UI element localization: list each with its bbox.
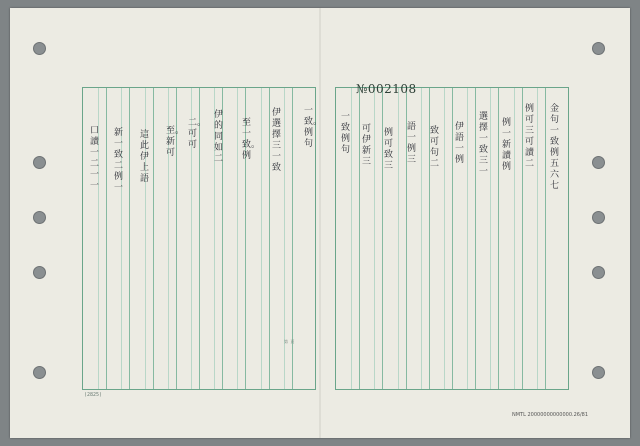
binder-hole-right-3 <box>592 211 605 224</box>
handwriting-right-col-2: 例 可 三 可 讀 二 <box>525 104 535 169</box>
grid-rule-inner <box>398 88 399 389</box>
handwriting-left-col-6: 至。新 可 <box>166 126 185 158</box>
serial-number: №002108 <box>356 82 417 96</box>
grid-rule <box>269 88 270 389</box>
archive-stamp: NMTL 20000000000000.26/81 <box>512 412 589 418</box>
grid-rule <box>545 88 546 389</box>
grid-rule <box>359 88 360 389</box>
handwriting-right-col-6: 致 可 句 二 <box>430 126 440 169</box>
grid-rule-inner <box>514 88 515 389</box>
grid-rule-inner <box>374 88 375 389</box>
margin-code: (2825) <box>84 392 103 398</box>
binder-hole-left-3 <box>33 211 46 224</box>
grid-rule <box>382 88 383 389</box>
binder-hole-left-4 <box>33 266 46 279</box>
binder-hole-right-1 <box>592 42 605 55</box>
handwriting-left-col-5: 二。可 可 <box>188 118 207 150</box>
grid-rule-inner <box>261 88 262 389</box>
handwriting-right-col-10: 一 致 例 句 <box>341 112 351 155</box>
handwriting-right-col-3: 例 一 新 讀 例 <box>502 118 512 172</box>
handwriting-left-col-4: 伊的 同 如 二 <box>214 110 224 164</box>
handwriting-left-col-1: 一致。例 句 <box>304 106 323 149</box>
handwriting-right-col-8: 例 可 致 三 <box>384 128 394 171</box>
binder-hole-left-1 <box>33 42 46 55</box>
binder-hole-right-5 <box>592 366 605 379</box>
grid-rule-inner <box>237 88 238 389</box>
grid-rule <box>475 88 476 389</box>
grid-rule-inner <box>537 88 538 389</box>
handwriting-left-col-9: 口 讀 一 二 一 一 <box>90 126 100 191</box>
handwriting-right-col-4: 選 擇 一 致 三 一 <box>479 112 489 177</box>
page-mark: 第 頁 <box>284 339 295 344</box>
grid-rule-inner <box>467 88 468 389</box>
grid-rule-inner <box>421 88 422 389</box>
handwriting-left-col-2: 伊選擇 三 一致 <box>272 108 282 173</box>
handwriting-left-col-8: 新 一 致 二 例 一 <box>114 128 124 193</box>
binder-hole-right-2 <box>592 156 605 169</box>
grid-rule <box>129 88 130 389</box>
grid-rule <box>498 88 499 389</box>
handwriting-left-col-7: 這 此 伊 上 語 <box>140 130 150 184</box>
grid-rule <box>522 88 523 389</box>
binder-hole-left-2 <box>33 156 46 169</box>
handwriting-right-col-7: 語 一 例 三 <box>407 122 417 165</box>
handwriting-left-col-3: 至一致。例 <box>242 118 261 161</box>
binder-hole-right-4 <box>592 266 605 279</box>
handwriting-right-col-1: 金句 一致 例 五 六 七 <box>550 104 560 191</box>
manuscript-sheet <box>10 8 630 438</box>
handwriting-right-col-9: 可 伊 新 三 <box>362 124 372 167</box>
handwriting-right-col-5: 伊 語 一 例 <box>455 122 465 165</box>
grid-rule <box>106 88 107 389</box>
center-fold <box>319 8 321 438</box>
binder-hole-left-5 <box>33 366 46 379</box>
grid-rule-inner <box>444 88 445 389</box>
grid-rule <box>452 88 453 389</box>
grid-rule <box>153 88 154 389</box>
